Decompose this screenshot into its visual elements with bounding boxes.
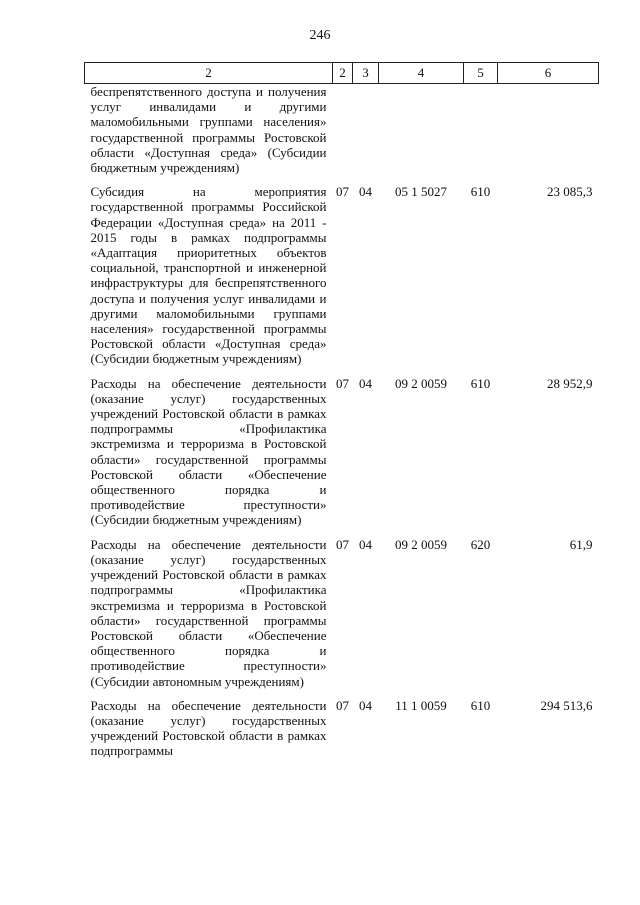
row-section: 07 <box>336 375 349 391</box>
row-amount: 28 952,9 <box>547 375 593 391</box>
header-cell-type: 5 <box>464 63 498 84</box>
row-section: 07 <box>336 184 349 200</box>
row-target: 05 1 5027 <box>395 184 447 200</box>
row-description: Расходы на обеспечение деятельности (оказание услуг) государственных учреждений Ростовской области в рамках подпрограммы «Профилактика экстремизма и терроризма в Ростовской области» государственной программы Ростовской области «Обеспечение общественного порядка и противодействие преступности» (Субсидии автономным учреждениям) <box>90 536 327 689</box>
budget-table <box>84 62 599 768</box>
row-description: беспрепятственного доступа и получения услуг инвалидами и другими маломобильными группами населения» государственной программы Ростовской области «Доступная среда» (Субсидии бюджетным учреждениям) <box>85 84 333 185</box>
table-row <box>85 184 599 375</box>
row-subsection: 04 <box>359 697 372 713</box>
row-target: 09 2 0059 <box>395 536 447 552</box>
header-cell-amount: 6 <box>498 63 599 84</box>
row-section <box>333 84 353 185</box>
row-type: 610 <box>470 184 491 200</box>
table-row <box>85 537 599 698</box>
header-cell-subsection: 3 <box>353 63 379 84</box>
row-amount: 23 085,3 <box>547 184 593 200</box>
row-type: 610 <box>470 697 491 713</box>
row-target <box>379 84 464 185</box>
page-number: 246 <box>309 28 331 43</box>
header-row <box>85 63 599 84</box>
row-description: Субсидия на мероприятия государственной программы Российской Федерации «Доступная среда» на 2011 - 2015 годы в рамках подпрограммы «Адаптация приоритетных объектов социальной, транспортной и инженерной инфраструктуры для беспрепятственного доступа и получения услуг инвалидами и другими маломобильными группами населения» государственной программы Ростовской области «Доступная среда» (Субсидии бюджетным учреждениям) <box>90 184 327 367</box>
row-amount <box>498 84 599 185</box>
row-type: 620 <box>470 536 491 552</box>
row-amount: 61,9 <box>569 536 593 552</box>
table-row <box>85 376 599 537</box>
row-target: 09 2 0059 <box>395 375 447 391</box>
row-type: 610 <box>470 375 491 391</box>
row-section: 07 <box>336 697 349 713</box>
table-row <box>85 84 599 185</box>
row-subsection: 04 <box>359 536 372 552</box>
row-subsection <box>353 84 379 185</box>
table-row <box>85 698 599 768</box>
row-subsection: 04 <box>359 375 372 391</box>
row-description: Расходы на обеспечение деятельности (оказание услуг) государственных учреждений Ростовской области в рамках подпрограммы <box>90 697 327 759</box>
row-amount: 294 513,6 <box>540 697 593 713</box>
row-description: Расходы на обеспечение деятельности (оказание услуг) государственных учреждений Ростовской области в рамках подпрограммы «Профилактика экстремизма и терроризма в Ростовской области» государственной программы Ростовской области «Обеспечение общественного порядка и противодействие преступности» (Субсидии бюджетным учреждениям) <box>90 375 327 528</box>
row-type <box>464 84 498 185</box>
row-subsection: 04 <box>359 184 372 200</box>
row-section: 07 <box>336 536 349 552</box>
header-cell-description: 2 <box>85 63 333 84</box>
header-cell-section: 2 <box>333 63 353 84</box>
row-target: 11 1 0059 <box>395 697 447 713</box>
header-cell-target: 4 <box>379 63 464 84</box>
